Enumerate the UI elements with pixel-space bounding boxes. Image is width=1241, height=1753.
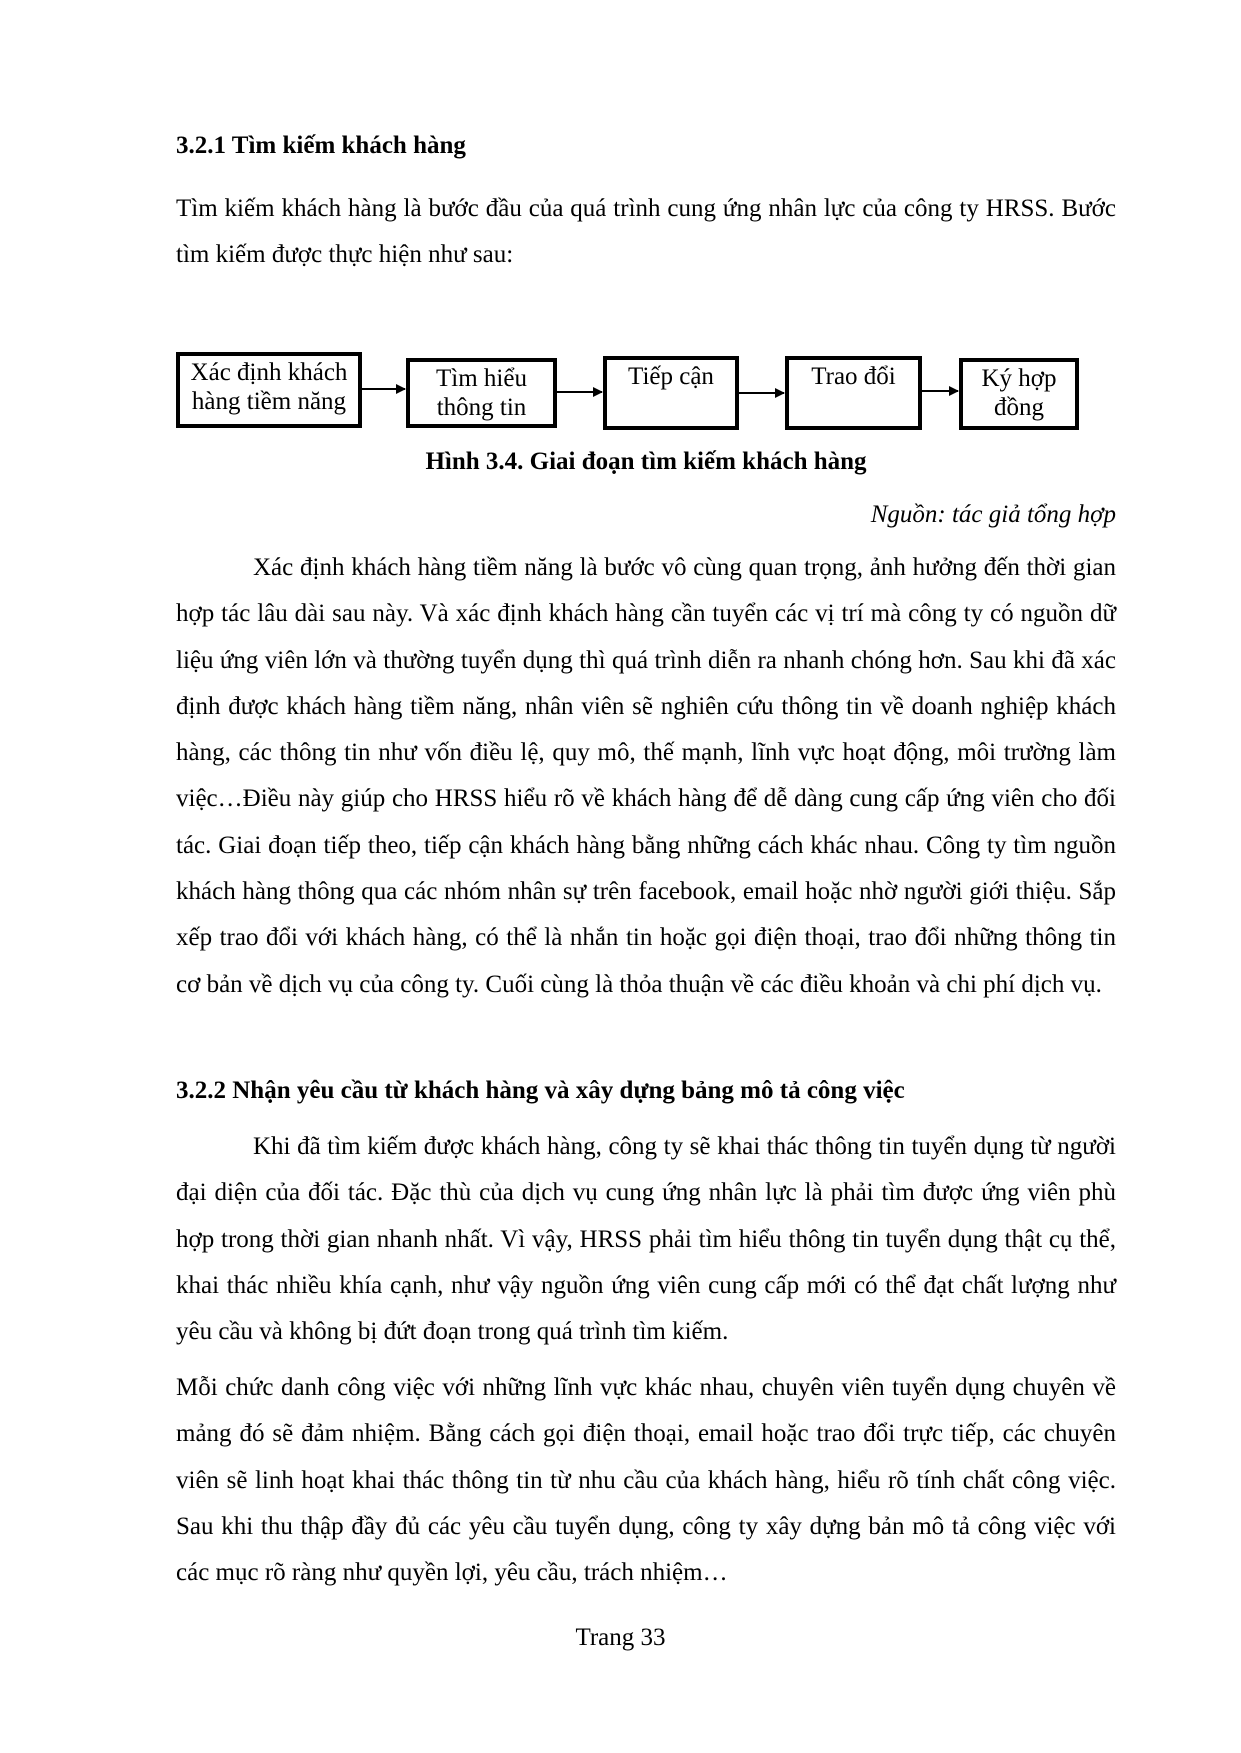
page-number: Trang 33: [575, 1624, 666, 1651]
flow-step-exchange: Trao đổi: [785, 356, 922, 430]
section-intro-paragraph: Tìm kiếm khách hàng là bước đầu của quá trình cung ứng nhân lực của công ty HRSS. Bước tìm kiếm được thực hiện như sau:: [176, 195, 1116, 269]
flow-step-approach: Tiếp cận: [603, 356, 739, 430]
flow-step-sign-contract: Ký hợp đồng: [959, 358, 1079, 430]
section-heading-3-2-1: 3.2.1 Tìm kiếm khách hàng: [176, 132, 466, 159]
figure-caption: Hình 3.4. Giai đoạn tìm kiếm khách hàng: [425, 448, 867, 475]
section-2-paragraph-1: Khi đã tìm kiếm được khách hàng, công ty sẽ khai thác thông tin tuyển dụng từ người đại diện của đối tác. Đặc thù của dịch vụ cung ứng nhân lực là phải tìm được ứng viên phù hợp trong thời gian nhanh nhất. Vì vậy, HRSS phải tìm hiểu thông tin tuyển dụng thật cụ thể, khai thác nhiều khía cạnh, như vậy nguồn ứng viên cung cấp mới có thể đạt chất lượng như yêu cầu và không bị đứt đoạn trong quá trình tìm kiếm.: [176, 1133, 1116, 1346]
section-heading-3-2-2: 3.2.2 Nhận yêu cầu từ khách hàng và xây dựng bảng mô tả công việc: [176, 1077, 905, 1104]
section-2-paragraph-2: Mỗi chức danh công việc với những lĩnh vực khác nhau, chuyên viên tuyển dụng chuyên về mảng đó sẽ đảm nhiệm. Bằng cách gọi điện thoại, email hoặc trao đổi trực tiếp, các chuyên viên sẽ linh hoạt khai thác thông tin từ nhu cầu của khách hàng, hiểu rõ tính chất công việc. Sau khi thu thập đầy đủ các yêu cầu tuyển dụng, công ty xây dựng bản mô tả công việc với các mục rõ ràng như quyền lợi, yêu cầu, trách nhiệm…: [176, 1374, 1116, 1587]
figure-source: Nguồn: tác giả tổng hợp: [870, 501, 1116, 528]
flow-step-research-info: Tìm hiểu thông tin: [406, 358, 557, 428]
section-1-body-paragraph: Xác định khách hàng tiềm năng là bước vô cùng quan trọng, ảnh hưởng đến thời gian hợp tác lâu dài sau này. Và xác định khách hàng cần tuyển các vị trí mà công ty có nguồn dữ liệu ứng viên lớn và thường tuyển dụng thì quá trình diễn ra nhanh chóng hơn. Sau khi đã xác định được khách hàng tiềm năng, nhân viên sẽ nghiên cứu thông tin về doanh nghiệp khách hàng, các thông tin như vốn điều lệ, quy mô, thế mạnh, lĩnh vực hoạt động, môi trường làm việc…Điều này giúp cho HRSS hiểu rõ về khách hàng để dễ dàng cung cấp ứng viên cho đối tác. Giai đoạn tiếp theo, tiếp cận khách hàng bằng những cách khác nhau. Công ty tìm nguồn khách hàng thông qua các nhóm nhân sự trên facebook, email hoặc nhờ người giới thiệu. Sắp xếp trao đổi với khách hàng, có thể là nhắn tin hoặc gọi điện thoại, trao đổi những thông tin cơ bản về dịch vụ của công ty. Cuối cùng là thỏa thuận về các điều khoản và chi phí dịch vụ.: [176, 554, 1116, 998]
flow-step-identify-customers: Xác định khách hàng tiềm năng: [176, 352, 362, 428]
